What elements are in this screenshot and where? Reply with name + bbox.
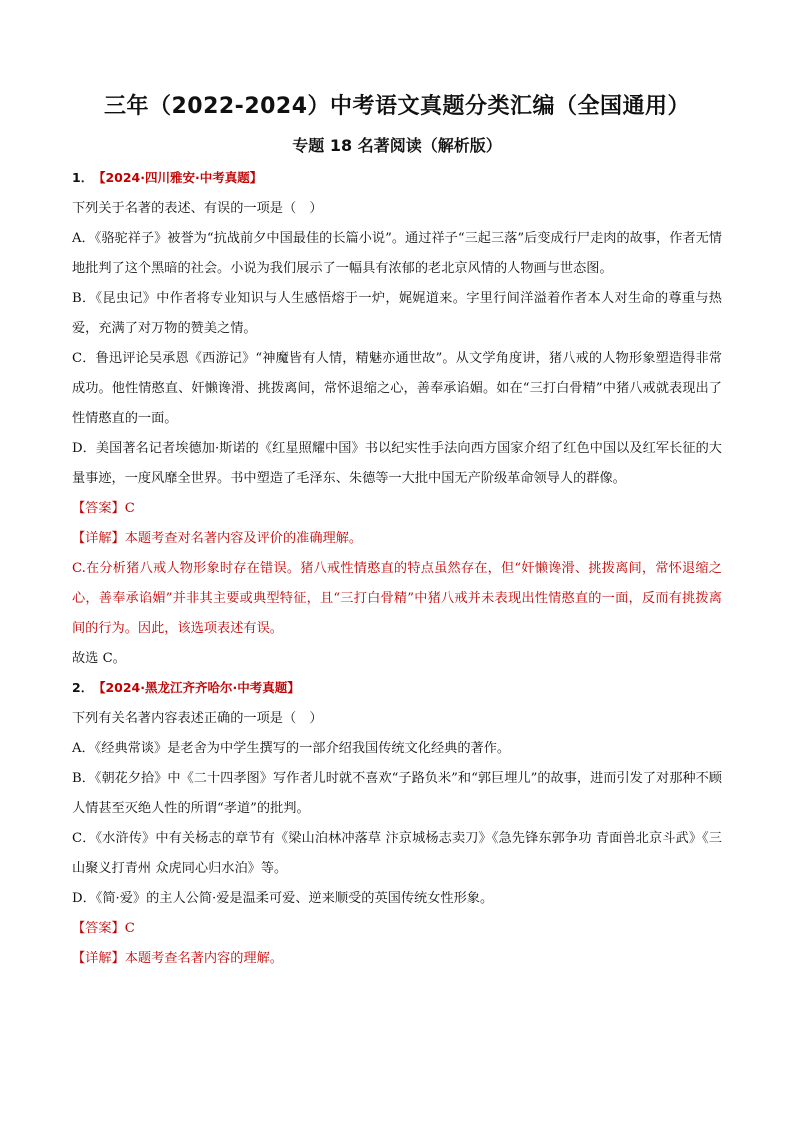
question-1-answer — [72, 494, 722, 524]
question-2 — [72, 676, 722, 974]
question-2-number: 2． — [72, 680, 94, 695]
question-1-option-b: B．《昆虫记》中作者将专业知识与人生感悟熔于一炉，娓娓道来。字里行间洋溢着作者本人对生命的尊重与热爱，充满了对万物的赞美之情。 — [72, 291, 722, 336]
question-2-answer-value: C — [124, 921, 135, 936]
question-1-header — [72, 166, 722, 190]
question-2-header — [72, 676, 722, 700]
question-1-detail-text: 本题考查对名著内容及评价的准确理解。 — [124, 531, 363, 546]
document-title: 三年（2022-2024）中考语文真题分类汇编（全国通用） — [103, 94, 691, 119]
question-1-answer-label: 【答案】 — [72, 501, 125, 516]
question-2-detail-text: 本题考查名著内容的理解。 — [124, 951, 283, 966]
question-1-option-a: A．《骆驼祥子》被誉为“抗战前夕中国最佳的长篇小说”。通过祥子“三起三落”后变成行尸走肉的故事，作者无情地批判了这个黑暗的社会。小说为我们展示了一幅具有浓郁的老北京风情的人物画与世态图。 — [72, 231, 722, 276]
question-1-analysis: C.在分析猪八戒人物形象时存在错误。猪八戒性情憨直的特点虽然存在，但“奸懒谗滑、挑拨离间，常怀退缩之心，善奉承谄媚”并非其主要或典型特征，且“三打白骨精”中猪八戒并未表现出性情憨直的一面，反而有挑拨离间的行为。因此，该选项表述有误。 — [72, 561, 722, 636]
question-2-option-a: A．《经典常谈》是老舍为中学生撰写的一部介绍我国传统文化经典的著作。 — [72, 741, 511, 756]
question-2-answer-label: 【答案】 — [72, 921, 125, 936]
question-1-option-c: C．鲁迅评论吴承恩《西游记》“神魔皆有人情，精魅亦通世故”。从文学角度讲，猪八戒的人物形象塑造得非常成功。他性情憨直、奸懒谗滑、挑拨离间，常怀退缩之心，善奉承谄媚。如在“三打白骨精”中猪八戒就表现出了性情憨直的一面。 — [72, 351, 722, 426]
question-1 — [72, 166, 722, 674]
question-1-detail — [72, 524, 722, 554]
question-2-stem: 下列有关名著内容表述正确的一项是（ ） — [72, 711, 323, 726]
document-subtitle: 专题 18 名著阅读（解析版） — [292, 136, 502, 155]
question-2-answer — [72, 914, 722, 944]
question-1-detail-label: 【详解】 — [72, 531, 125, 546]
question-1-number: 1． — [72, 170, 94, 185]
question-2-detail-label: 【详解】 — [72, 951, 125, 966]
question-2-detail — [72, 944, 722, 974]
question-1-stem: 下列关于名著的表述、有误的一项是（ ） — [72, 201, 323, 216]
question-1-option-d: D．美国著名记者埃德加·斯诺的《红星照耀中国》书以纪实性手法向西方国家介绍了红色中国以及红军长征的大量事迹，一度风靡全世界。书中塑造了毛泽东、朱德等一大批中国无产阶级革命领导人的群像。 — [72, 441, 722, 486]
question-1-answer-value: C — [124, 501, 135, 516]
question-2-source: 【2024·黑龙江齐齐哈尔·中考真题】 — [99, 680, 300, 695]
question-1-source: 【2024·四川雅安·中考真题】 — [99, 170, 263, 185]
question-1-conclusion: 故选 C。 — [72, 651, 126, 666]
question-2-option-c: C．《水浒传》中有关杨志的章节有《梁山泊林冲落草 汴京城杨志卖刀》《急先锋东郭争功 青面兽北京斗武》《三山聚义打青州 众虎同心归水泊》等。 — [72, 831, 722, 876]
question-2-option-b: B．《朝花夕拾》中《二十四孝图》写作者儿时就不喜欢“子路负米”和“郭巨埋儿”的故事，进而引发了对那种不顾人情甚至灭绝人性的所谓“孝道”的批判。 — [72, 771, 722, 816]
question-2-option-d: D．《简·爱》的主人公简·爱是温柔可爱、逆来顺受的英国传统女性形象。 — [72, 891, 494, 906]
